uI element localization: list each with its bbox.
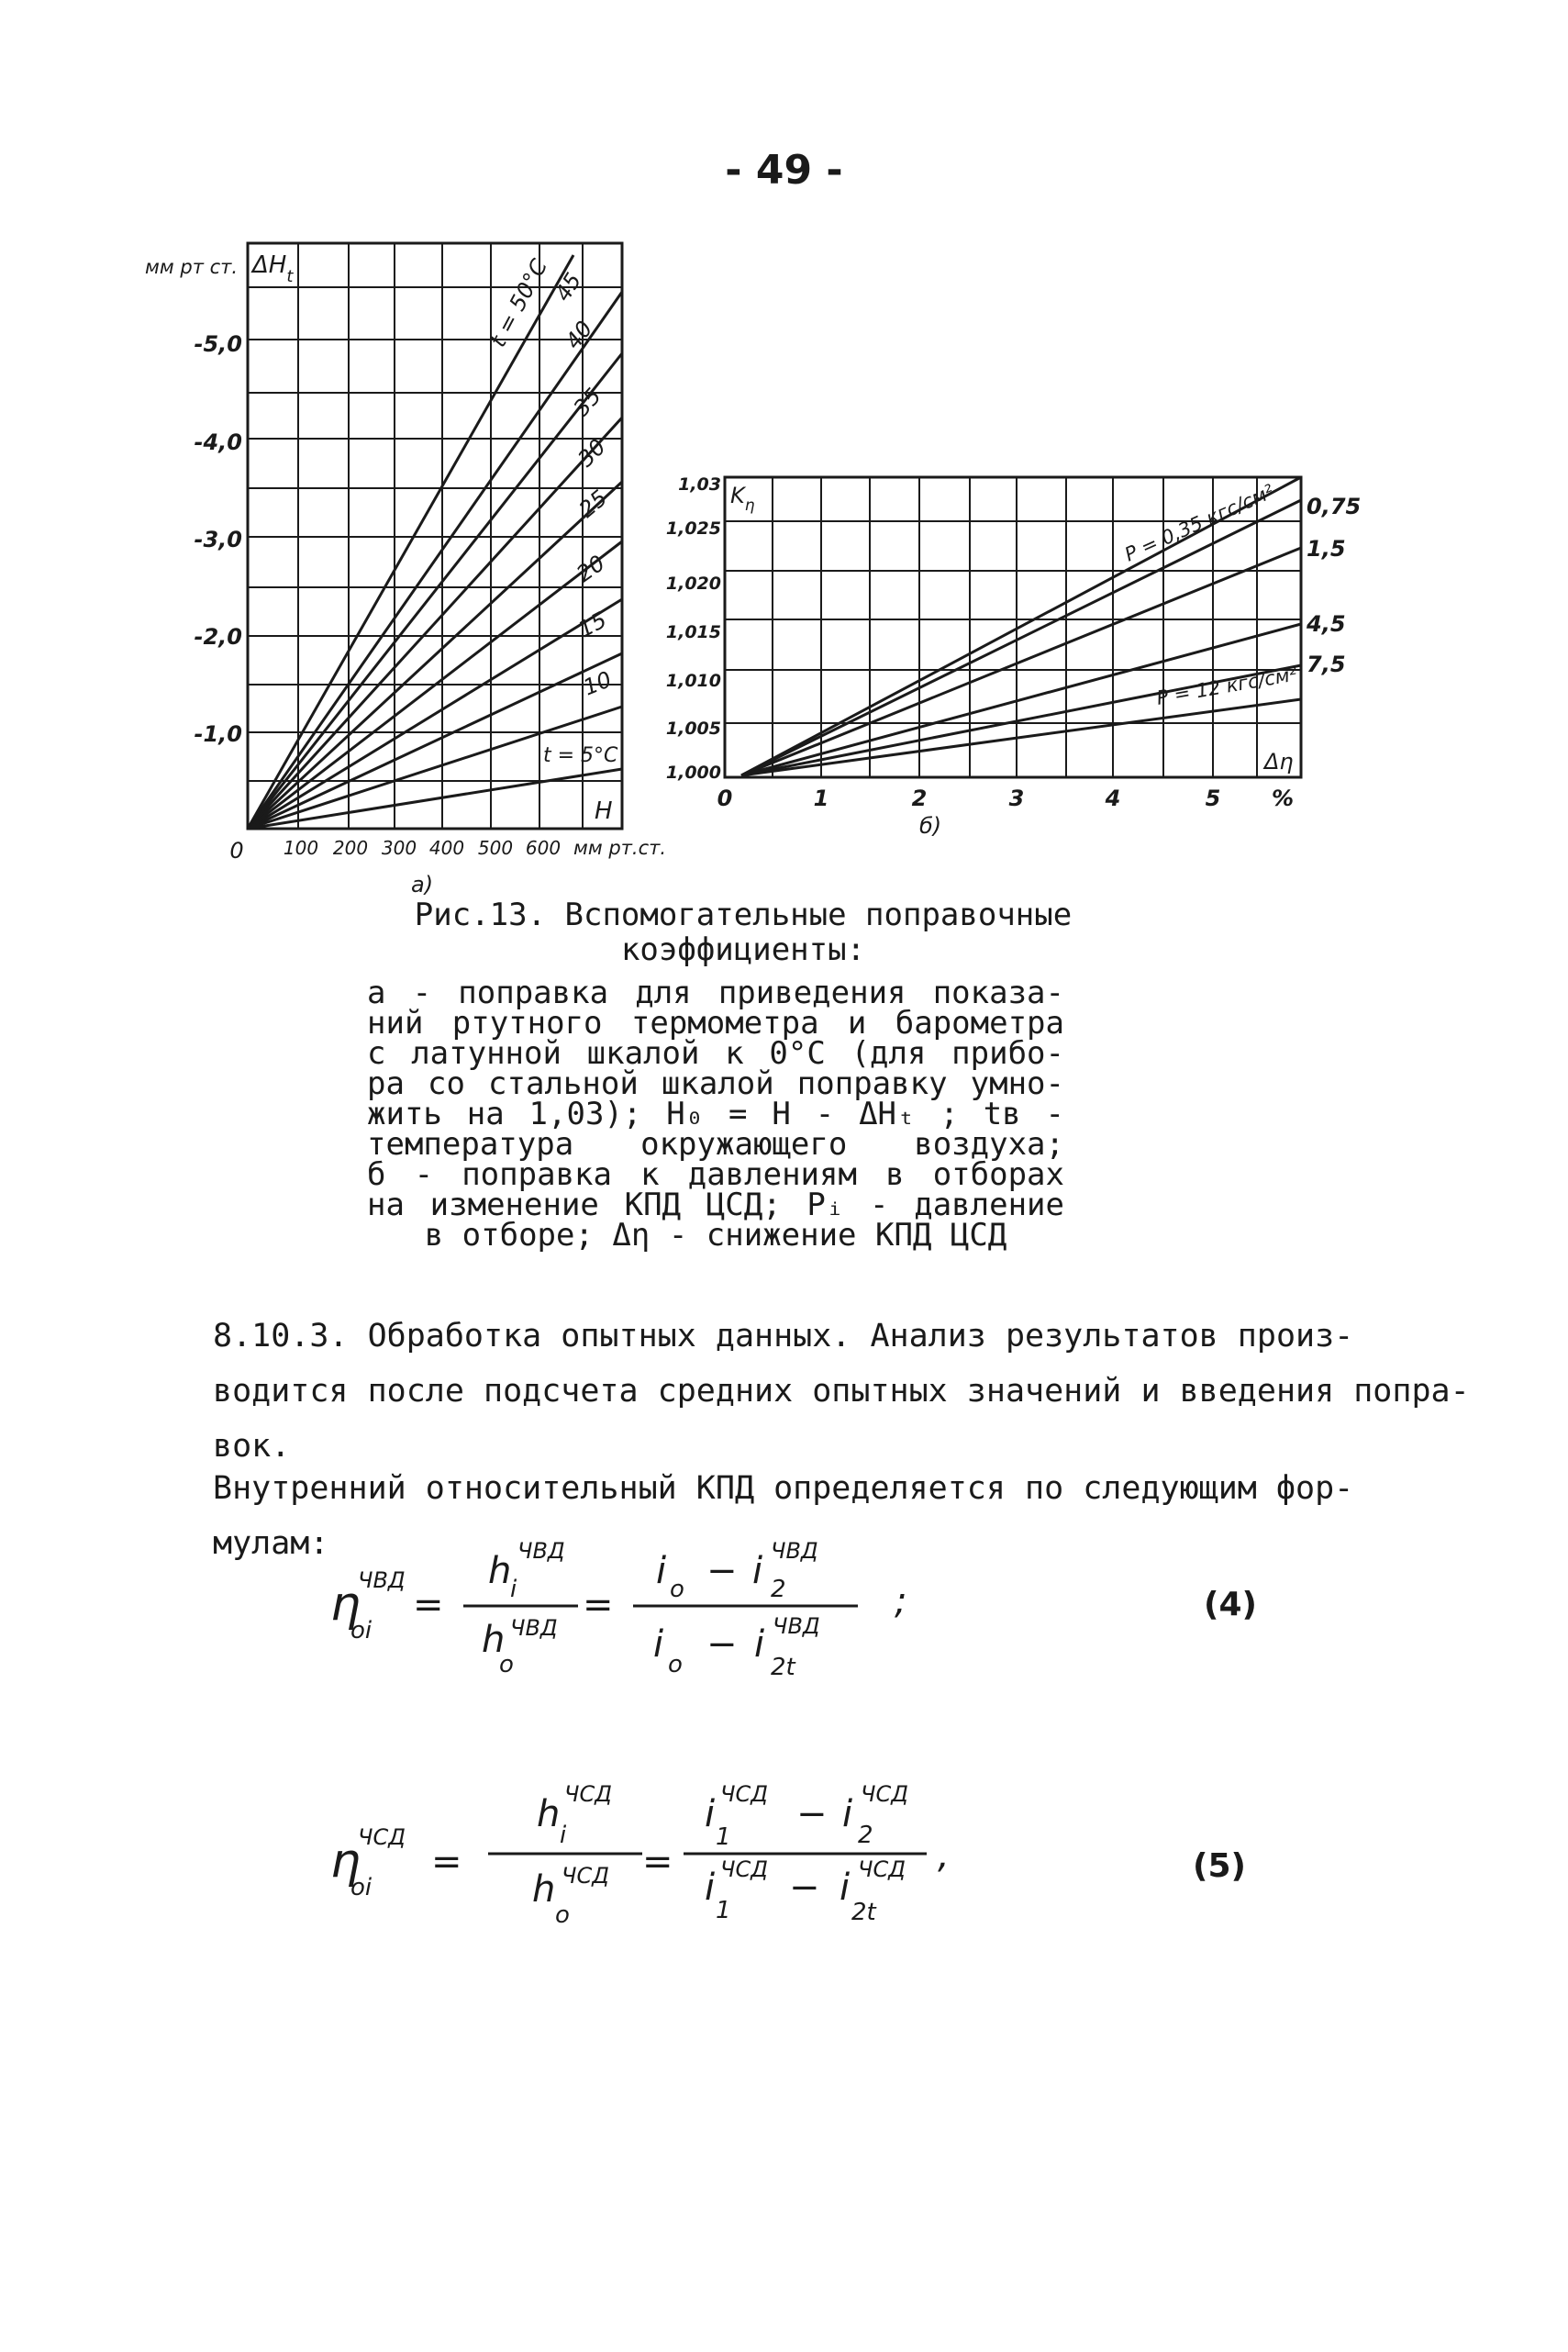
formula-4-lhs-sup: ЧВД — [358, 1567, 406, 1593]
legend-line: ний ртутного термометра и барометра — [367, 1005, 1064, 1042]
formula-5-f2-den-a: i — [705, 1867, 716, 1909]
formula-4-f2-den-a: i — [653, 1623, 664, 1666]
chart-b-x-ticks — [717, 786, 1294, 811]
superscript: ЧВД — [517, 1538, 565, 1564]
formula-5-f2-den-b: i — [840, 1867, 851, 1909]
minus-sign: − — [706, 1550, 738, 1592]
x-tick: 500 — [477, 837, 514, 859]
subscript: 1 — [716, 1897, 731, 1924]
formulas — [0, 1505, 1568, 2019]
chart-a-y-ticks — [195, 331, 242, 747]
superscript: ЧВД — [510, 1615, 558, 1641]
legend-line: на изменение КПД ЦСД; Pᵢ - давление — [367, 1187, 1064, 1223]
formula-4-f2-den-b: i — [754, 1623, 765, 1666]
x-tick: 5 — [1205, 786, 1221, 811]
chart-a-y-unit: мм рт ст. — [145, 256, 239, 278]
legend-line: жить на 1,03); H₀ = H - ΔHₜ ; tв - — [367, 1096, 1064, 1132]
superscript: ЧВД — [773, 1613, 820, 1639]
x-tick: 4 — [1105, 786, 1121, 811]
chart-a-label: а) — [411, 872, 434, 897]
y-tick: 1,005 — [665, 719, 721, 739]
subscript: o — [668, 1651, 683, 1678]
line-label-5: t = 5°C — [543, 744, 618, 767]
figure-caption-title: Рис.13. Вспомогательные поправочные — [414, 897, 1073, 933]
figure-13 — [0, 0, 1568, 918]
legend-line: температура окружающего воздуха; — [367, 1126, 1064, 1163]
legend-line: ра со стальной шкалой поправку умно- — [367, 1065, 1064, 1102]
y-tick: 1,020 — [665, 574, 721, 594]
formula-5-f2-num-b: i — [842, 1793, 853, 1835]
paragraph-line: Внутренний относительный КПД определяется по следующим фор- — [213, 1470, 1354, 1507]
chart-b — [666, 474, 1361, 839]
legend-line: б - поправка к давлениям в отборах — [367, 1156, 1064, 1193]
chart-b-bottom-label: P = 12 кгс/см² — [1154, 663, 1299, 709]
y-tick: -2,0 — [194, 624, 242, 650]
formula-4-f1-den: h — [482, 1619, 506, 1661]
superscript: ЧСД — [358, 1824, 406, 1850]
formula-5-end: , — [938, 1834, 950, 1877]
superscript: ЧСД — [861, 1781, 908, 1807]
subscript: o — [670, 1576, 684, 1603]
line-label-40: 40 — [560, 316, 598, 354]
equation-number-5: (5) — [1193, 1847, 1246, 1885]
formula-4 — [330, 1538, 1257, 1681]
y-tick: -3,0 — [194, 527, 242, 552]
formula-4-end: ; — [895, 1580, 907, 1622]
formula-4-f2-num-a: i — [656, 1550, 667, 1592]
x-tick: 600 — [525, 837, 562, 859]
y-tick: -4,0 — [194, 429, 242, 455]
subscript: i — [560, 1822, 567, 1849]
chart-a-x-ticks — [229, 837, 561, 864]
x-tick: 1 — [813, 786, 829, 811]
line-label-35: 35 — [568, 383, 606, 422]
line-label-10: 10 — [579, 666, 616, 701]
superscript: ЧСД — [720, 1856, 768, 1882]
formula-5-f2-num-a: i — [705, 1793, 716, 1835]
page-number: - 49 - — [725, 147, 843, 194]
figure-legend — [367, 975, 1064, 1254]
x-tick: 300 — [381, 837, 417, 859]
chart-a-x-unit: мм рт.ст. — [573, 837, 667, 859]
figure-caption-subtitle: коэффициенты: — [620, 931, 866, 968]
equation-number-4: (4) — [1204, 1586, 1257, 1623]
line-label-50: t = 50°C — [484, 254, 553, 351]
formula-5-f1-den: h — [532, 1868, 556, 1911]
x-tick: 200 — [332, 837, 369, 859]
line-label: 1,5 — [1307, 536, 1346, 562]
subscript: o — [555, 1901, 570, 1929]
y-tick: -1,0 — [194, 721, 242, 747]
x-tick: 2 — [911, 786, 928, 811]
chart-b-top-label: P = 0,35 кгс/см² — [1121, 480, 1278, 566]
subscript: 2 — [858, 1822, 873, 1849]
chart-b-label: б) — [919, 813, 942, 839]
paragraph-line: 8.10.3. Обработка опытных данных. Анализ результатов произ- — [213, 1318, 1354, 1354]
y-tick: 1,010 — [665, 671, 721, 691]
chart-a-line-labels — [485, 255, 618, 767]
paragraph-line: вок. — [213, 1428, 291, 1465]
subscript: 2t — [851, 1899, 876, 1926]
subscript: o — [499, 1651, 514, 1678]
superscript: ЧСД — [858, 1856, 906, 1882]
paragraph-processing — [213, 1309, 1470, 1474]
x-tick: 3 — [1008, 786, 1025, 811]
equals-sign: = — [583, 1584, 614, 1626]
superscript: ЧВД — [771, 1538, 818, 1564]
x-tick: 400 — [428, 837, 465, 859]
minus-sign: − — [706, 1623, 738, 1666]
line-label: 7,5 — [1307, 652, 1346, 677]
x-tick: 0 — [717, 786, 733, 811]
x-tick: 0 — [229, 838, 244, 864]
y-tick: 1,03 — [678, 474, 721, 495]
chart-b-y-symbol: $K_\eta$ — [730, 483, 755, 515]
y-tick: 1,000 — [665, 763, 721, 783]
line-label: 0,75 — [1307, 494, 1362, 519]
equals-sign: = — [431, 1841, 462, 1883]
y-tick: 1,015 — [665, 622, 721, 642]
line-label-25: 25 — [573, 485, 613, 523]
superscript: ЧСД — [564, 1781, 612, 1807]
subscript: i — [510, 1576, 517, 1603]
subscript: oi — [350, 1874, 373, 1901]
superscript: ЧСД — [720, 1781, 768, 1807]
equals-sign: = — [413, 1584, 444, 1626]
chart-b-x-symbol: Δη — [1264, 749, 1294, 775]
minus-sign: − — [789, 1867, 820, 1909]
formula-5-f1-num: h — [537, 1793, 561, 1835]
line-label: 4,5 — [1307, 611, 1346, 637]
formula-5-lhs: η — [330, 1834, 361, 1889]
chart-b-y-ticks — [666, 474, 721, 783]
equals-sign: = — [642, 1841, 673, 1883]
formula-5 — [330, 1781, 1246, 1929]
formula-4-lhs-sub: oi — [350, 1617, 373, 1644]
minus-sign: − — [796, 1793, 828, 1835]
y-tick: -5,0 — [194, 331, 242, 357]
y-tick: 1,025 — [665, 518, 721, 539]
legend-line: в отборе; Δη - снижение КПД ЦСД — [424, 1217, 1007, 1254]
subscript: 2t — [771, 1654, 795, 1681]
formula-4-f1-num: h — [488, 1550, 512, 1592]
line-label-45: 45 — [550, 268, 587, 307]
x-tick: 100 — [283, 837, 319, 859]
chart-a-y-symbol: $\Delta H_t$ — [252, 251, 294, 286]
line-label-30: 30 — [573, 433, 611, 473]
subscript: 2 — [771, 1576, 786, 1603]
chart-b-right-labels — [1306, 494, 1361, 677]
subscript: 1 — [716, 1823, 731, 1851]
chart-a — [145, 243, 666, 897]
line-label-20: 20 — [572, 550, 610, 587]
legend-line: с латунной шкалой к 0°С (для прибо- — [367, 1035, 1064, 1072]
formula-4-lhs: η — [330, 1577, 361, 1632]
superscript: ЧСД — [562, 1863, 609, 1889]
paragraph-line: мулам: — [213, 1525, 329, 1562]
legend-line: а - поправка для приведения показа- — [367, 975, 1064, 1011]
formula-4-f2-num-b: i — [752, 1550, 763, 1592]
chart-a-x-symbol: H — [595, 797, 613, 825]
x-tick: % — [1271, 786, 1295, 811]
line-label-15: 15 — [573, 607, 611, 643]
paragraph-line: водится после подсчета средних опытных значений и введения попра- — [213, 1373, 1470, 1410]
